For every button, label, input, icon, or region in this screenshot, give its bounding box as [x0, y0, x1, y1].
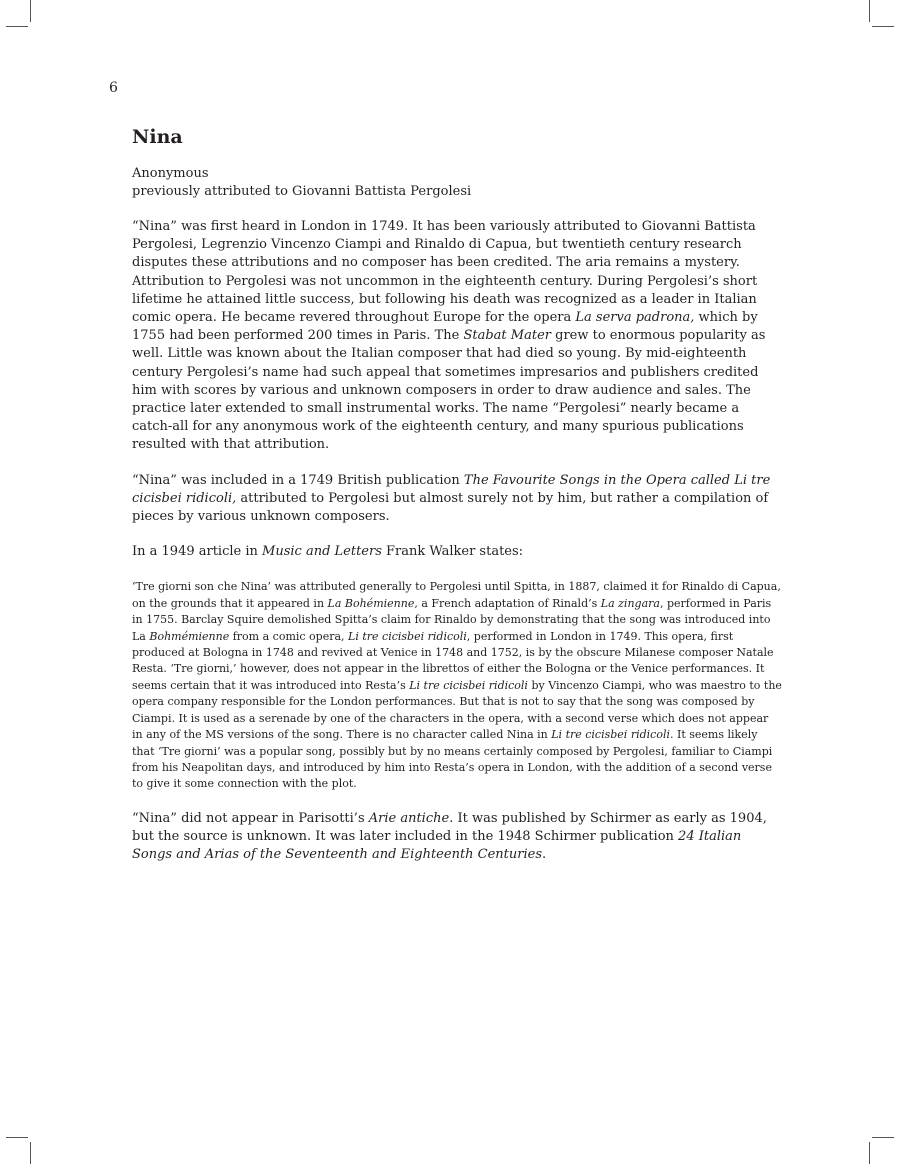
text-run: from a comic opera, — [229, 629, 349, 643]
text-run: “Nina” was included in a 1749 British publication — [132, 472, 464, 488]
text-run: Frank Walker states: — [381, 544, 524, 560]
paragraph-later-publication — [132, 810, 782, 865]
text-run: . — [542, 847, 547, 863]
crop-mark-top-left — [6, 26, 28, 27]
italic-title: Li tre cicisbei ridicoli — [348, 629, 467, 643]
text-run: . It was published by Schirmer as early as 1904, but the source is unknown. It was later included in the 1948 Schirmer publication — [132, 810, 767, 844]
italic-title: Bohmémienne — [149, 629, 230, 643]
article — [132, 124, 782, 864]
text-run: attributed to Pergolesi but almost surely not by him, but rather a compilation of pieces by various unknown composers. — [132, 490, 769, 525]
text-run: “Nina” was first heard in London in 1749. It has been variously attributed to Giovanni Battista Pergolesi, Legrenzio Vincenzo Ciampi and Rinaldo di Capua, but twentieth century research disputes these attributions and no composer has been credited. The aria remains a mystery. Attribution to Pergolesi was not uncommon in the eighteenth century. During Pergolesi’s short lifetime he attained little success, but following his death was recognized as a leader in Italian comic opera. He became revered throughout Europe for the opera — [132, 219, 758, 326]
italic-title: The Favourite Songs in the Opera called Li tre cicisbei ridicoli, — [132, 472, 771, 506]
text-run: “Nina” did not appear in Parisotti’s — [132, 810, 369, 826]
attribution-previous: previously attributed to Giovanni Battista Pergolesi — [132, 184, 472, 199]
paragraph-article-intro — [132, 543, 782, 561]
crop-mark-top-left — [30, 0, 31, 22]
paragraph-publication — [132, 472, 782, 527]
crop-mark-bottom-left — [6, 1137, 28, 1138]
italic-title: Li tre cicisbei ridicoli. — [551, 728, 674, 742]
italic-title: La zingara — [600, 596, 660, 610]
italic-title: Music and Letters — [262, 544, 382, 560]
page-title: Nina — [132, 126, 183, 148]
italic-title: 24 Italian Songs and Arias of the Seventeenth and Eighteenth Centuries — [132, 828, 742, 863]
crop-mark-top-right — [869, 0, 870, 22]
text-run: , performed in Paris in 1755. Barclay Squire demolished Spitta’s claim for Rinaldo by demonstrating that the song was introduced into La — [132, 596, 772, 643]
text-run: In a 1949 article in — [132, 544, 263, 560]
text-run: , performed in London in 1749. This opera, first produced at Bologna in 1748 and revived at Venice in 1748 and 1752, is by the obscure Milanese composer Natale Resta. ‘Tre giorni,’ however, does not appear in the librettos of either the Bologna or the Venice performances. It seems certain that it was introduced into Resta’s — [132, 629, 774, 692]
crop-mark-bottom-right — [872, 1137, 894, 1138]
italic-title: Li tre cicisbei ridicoli — [409, 678, 528, 692]
italic-title: Stabat Mater — [463, 328, 551, 344]
crop-mark-bottom-left — [30, 1142, 31, 1164]
italic-title: La Bohémienne — [327, 596, 415, 610]
attribution — [132, 165, 782, 201]
attribution-composer: Anonymous — [132, 166, 209, 181]
page-number: 6 — [109, 80, 118, 96]
text-run: which by 1755 had been performed 200 times in Paris. The — [132, 310, 758, 344]
text-run: ‘Tre giorni son che Nina’ was attributed generally to Pergolesi until Spitta, in 1887, claimed it for Rinaldo di Capua, on the grounds that it appeared in — [132, 580, 781, 610]
text-run: , a French adaptation of Rinald’s — [414, 596, 601, 610]
block-quote — [132, 579, 782, 792]
text-run: It seems likely that ‘Tre giorni’ was a popular song, possibly but by no means certainly composed by Pergolesi, familiar to Ciampi from his Neapolitan days, and introduced by him into Resta’s opera in London, with the addition of a second verse to give it some connection with the plot. — [132, 728, 773, 791]
italic-title: Arie antiche — [368, 810, 450, 826]
text-run: by Vincenzo Ciampi, who was maestro to the opera company responsible for the London performances. But that is not to say that the song was composed by Ciampi. It is used as a serenade by one of the characters in the opera, with a second verse which does not appear in any of the MS versions of the song. There is no character called Nina in — [132, 678, 782, 742]
crop-mark-bottom-right — [869, 1142, 870, 1164]
crop-mark-top-right — [872, 26, 894, 27]
text-run: grew to enormous popularity as well. Little was known about the Italian composer that had died so young. By mid-eighteenth century Pergolesi’s name had such appeal that sometimes impresarios and publishers credited him with scores by various and unknown composers in order to draw audience and sales. The practice later extended to small instrumental works. The name “Pergolesi” nearly became a catch-all for any anonymous work of the eighteenth century, and many spurious publications resulted with that attribution. — [132, 328, 766, 453]
italic-title: La serva padrona, — [575, 310, 695, 326]
paragraph-history — [132, 218, 782, 455]
